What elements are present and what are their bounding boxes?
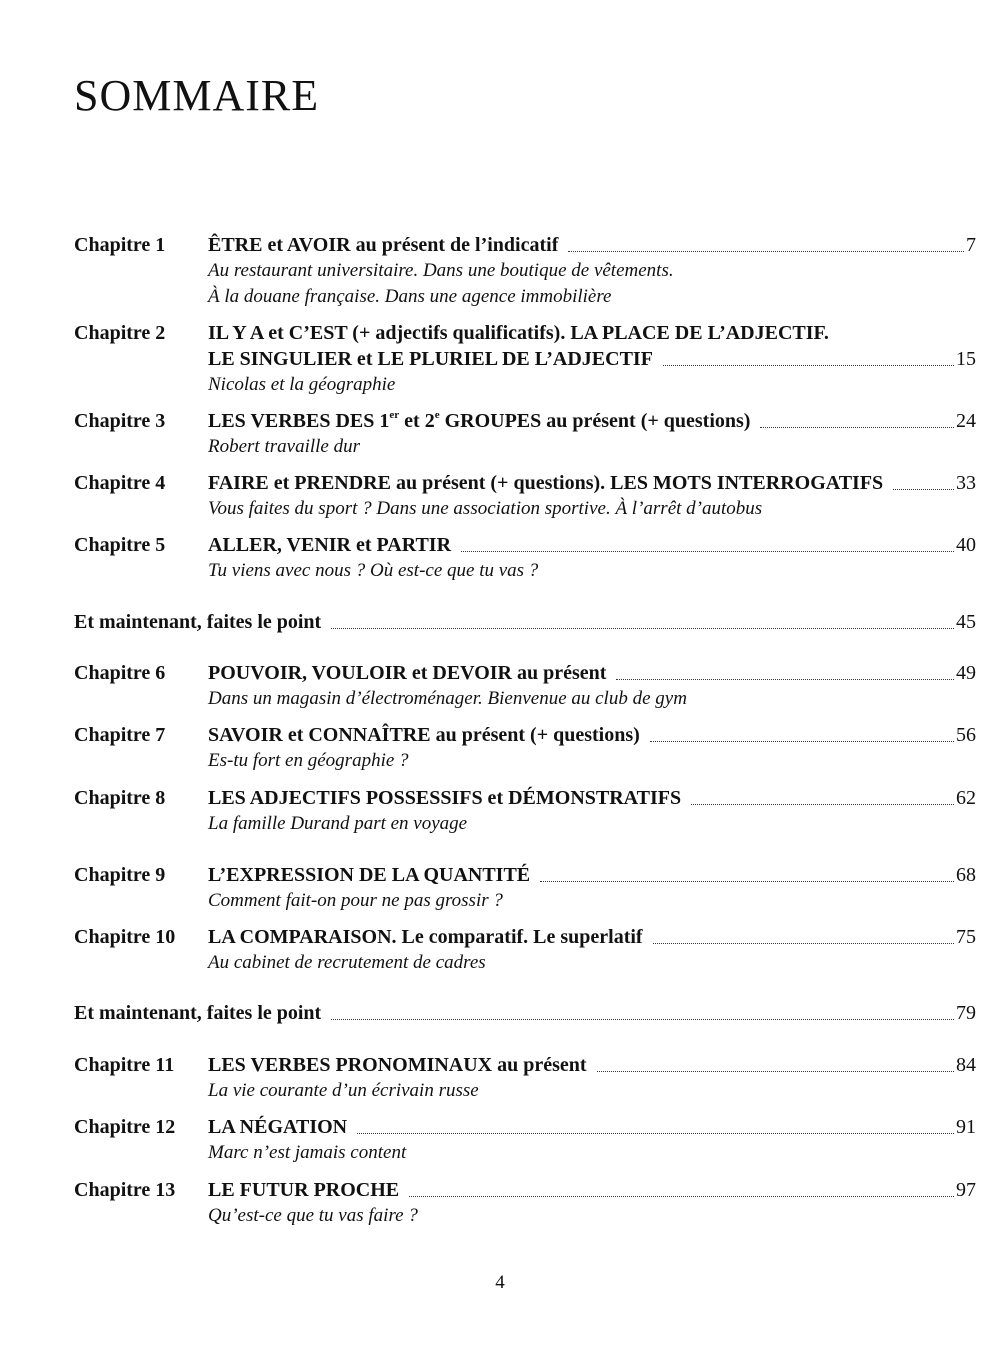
chapter-title-line[interactable] — [208, 1177, 976, 1203]
chapter-title: LES VERBES DES 1er et 2e GROUPES au présent (+ questions) — [208, 409, 751, 432]
dot-leader — [540, 881, 954, 882]
chapter-title: LE SINGULIER et LE PLURIEL DE L’ADJECTIF — [208, 348, 653, 370]
chapter-title: SAVOIR et CONNAÎTRE au présent (+ questions) — [208, 724, 640, 746]
chapter-title-line[interactable] — [208, 862, 976, 888]
dot-leader — [663, 365, 954, 366]
dot-leader — [650, 741, 954, 742]
chapter-title-line[interactable] — [208, 470, 976, 496]
chapter-label: Chapitre 11 — [74, 1054, 175, 1076]
chapter-subtitle: La vie courante d’un écrivain russe — [208, 1080, 479, 1101]
chapter-title-line[interactable] — [208, 346, 976, 372]
chapter-title: ALLER, VENIR et PARTIR — [208, 534, 452, 556]
review-title-line[interactable] — [74, 1000, 976, 1026]
chapter-label: Chapitre 10 — [74, 926, 176, 948]
page-ref: 45 — [956, 611, 976, 633]
page-ref: 75 — [956, 926, 976, 948]
page-ref: 68 — [956, 864, 976, 886]
page-title: SOMMAIRE — [74, 71, 320, 120]
toc-entry-review-2 — [74, 1000, 976, 1026]
dot-leader — [409, 1196, 954, 1197]
chapter-title-line[interactable] — [208, 1114, 976, 1140]
dot-leader — [893, 489, 954, 490]
chapter-subtitle: À la douane française. Dans une agence immobilière — [208, 286, 612, 307]
chapter-subtitle: Au cabinet de recrutement de cadres — [208, 952, 486, 973]
review-title-line[interactable] — [74, 609, 976, 635]
page-number: 4 — [495, 1272, 505, 1293]
page-ref: 79 — [956, 1002, 976, 1024]
chapter-subtitle: Au restaurant universitaire. Dans une boutique de vêtements. — [208, 260, 674, 281]
chapter-title-line[interactable] — [208, 232, 976, 258]
chapter-title: LE FUTUR PROCHE — [208, 1179, 400, 1201]
page-ref: 84 — [956, 1054, 976, 1076]
chapter-title-line[interactable] — [208, 532, 976, 558]
chapter-subtitle: Es-tu fort en géographie ? — [208, 750, 409, 771]
page-ref: 49 — [956, 662, 976, 684]
chapter-title-line[interactable] — [208, 320, 976, 346]
toc-entry-review-1 — [74, 609, 976, 635]
chapter-title: IL Y A et C’EST (+ adjectifs qualificatifs). LA PLACE DE L’ADJECTIF. — [208, 322, 829, 344]
dot-leader — [331, 1019, 954, 1020]
chapter-label: Chapitre 2 — [74, 322, 166, 344]
dot-leader — [331, 628, 954, 629]
chapter-label: Chapitre 3 — [74, 410, 166, 432]
dot-leader — [616, 679, 954, 680]
chapter-label: Chapitre 12 — [74, 1116, 176, 1138]
dot-leader — [691, 804, 954, 805]
chapter-subtitle: Vous faites du sport ? Dans une association sportive. À l’arrêt d’autobus — [208, 498, 763, 519]
dot-leader — [461, 551, 954, 552]
chapter-title-line[interactable] — [208, 722, 976, 748]
dot-leader — [568, 251, 964, 252]
chapter-subtitle: La famille Durand part en voyage — [208, 813, 468, 834]
chapter-label: Chapitre 4 — [74, 472, 166, 494]
page-ref: 33 — [956, 472, 976, 494]
chapter-label: Chapitre 7 — [74, 724, 166, 746]
chapter-label: Chapitre 1 — [74, 234, 166, 256]
chapter-title-line[interactable] — [208, 1052, 976, 1078]
chapter-title: LA NÉGATION — [208, 1116, 348, 1138]
page-ref: 62 — [956, 787, 976, 809]
dot-leader — [597, 1071, 954, 1072]
review-title: Et maintenant, faites le point — [74, 1002, 322, 1024]
chapter-subtitle: Nicolas et la géographie — [208, 374, 396, 395]
chapter-subtitle: Tu viens avec nous ? Où est-ce que tu vas ? — [208, 560, 539, 581]
page-ref: 56 — [956, 724, 976, 746]
page-ref: 7 — [966, 234, 976, 256]
chapter-subtitle: Robert travaille dur — [208, 436, 360, 457]
chapter-title: LES VERBES PRONOMINAUX au présent — [208, 1054, 587, 1076]
chapter-label: Chapitre 5 — [74, 534, 166, 556]
chapter-subtitle: Comment fait-on pour ne pas grossir ? — [208, 890, 503, 911]
chapter-subtitle: Qu’est-ce que tu vas faire ? — [208, 1205, 418, 1226]
chapter-title-line[interactable] — [208, 408, 976, 434]
review-title: Et maintenant, faites le point — [74, 611, 322, 633]
chapter-title: LES ADJECTIFS POSSESSIFS et DÉMONSTRATIFS — [208, 787, 682, 809]
chapter-label: Chapitre 13 — [74, 1179, 176, 1201]
chapter-label: Chapitre 6 — [74, 662, 166, 684]
page-ref: 15 — [956, 348, 976, 370]
chapter-title: LA COMPARAISON. Le comparatif. Le superlatif — [208, 926, 643, 948]
dot-leader — [357, 1133, 954, 1134]
chapter-title: ÊTRE et AVOIR au présent de l’indicatif — [208, 234, 559, 256]
chapter-title: FAIRE et PRENDRE au présent (+ questions). LES MOTS INTERROGATIFS — [208, 472, 884, 494]
page-ref: 40 — [956, 534, 976, 556]
page-ref: 97 — [956, 1179, 976, 1201]
chapter-title: POUVOIR, VOULOIR et DEVOIR au présent — [208, 662, 607, 684]
chapter-title-line[interactable] — [208, 924, 976, 950]
chapter-title-line[interactable] — [208, 660, 976, 686]
chapter-label: Chapitre 9 — [74, 864, 166, 886]
chapter-subtitle: Dans un magasin d’électroménager. Bienvenue au club de gym — [208, 688, 687, 709]
page-ref: 24 — [956, 410, 976, 432]
dot-leader — [653, 943, 954, 944]
chapter-title-line[interactable] — [208, 785, 976, 811]
chapter-title: L’EXPRESSION DE LA QUANTITÉ — [208, 864, 531, 886]
page-ref: 91 — [956, 1116, 976, 1138]
chapter-label: Chapitre 8 — [74, 787, 166, 809]
chapter-subtitle: Marc n’est jamais content — [208, 1142, 407, 1163]
dot-leader — [760, 427, 954, 428]
